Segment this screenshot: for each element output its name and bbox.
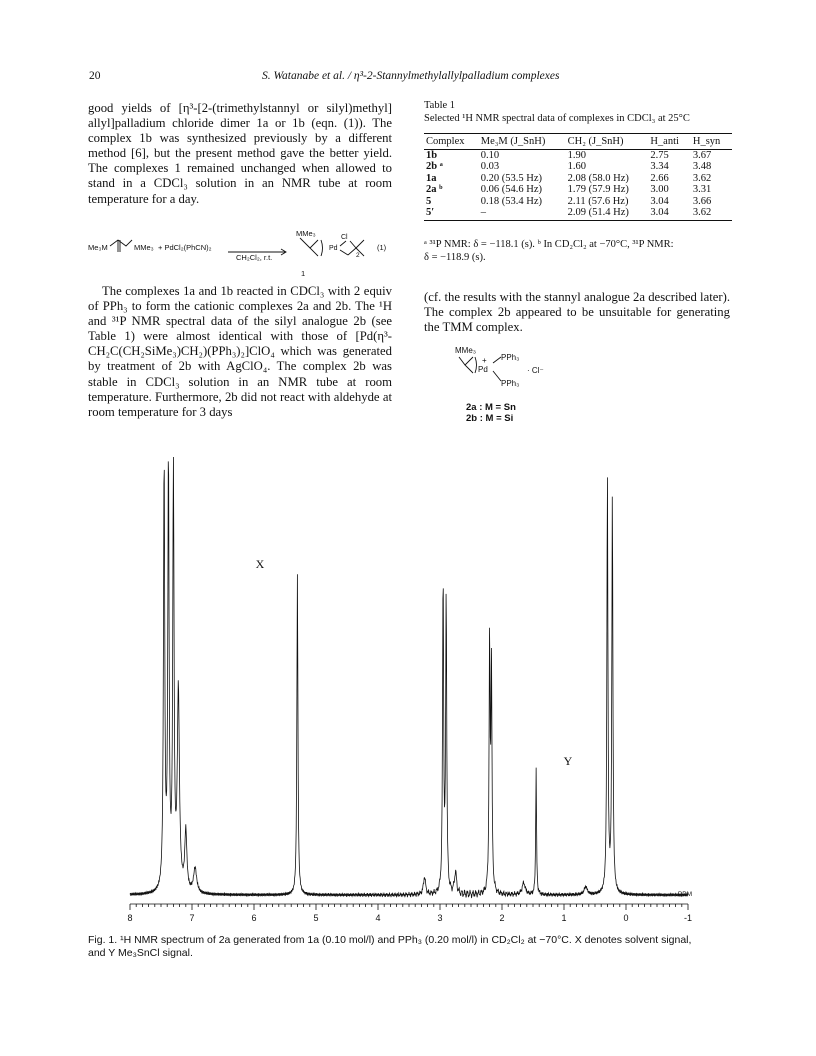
table-cell: 3.00 — [650, 184, 669, 196]
nmr-spectrum-svg — [80, 455, 700, 935]
table-header-me3m: Me₃M (J_SnH) — [479, 134, 566, 150]
table-row — [424, 196, 732, 207]
table-cell: 2.11 (57.6 Hz) — [567, 195, 629, 207]
structure-2 — [455, 343, 585, 403]
table-cell: 3.04 — [648, 207, 691, 221]
structure-pph3-top: PPh₃ — [501, 353, 520, 362]
table-header-hsyn: H_syn — [691, 134, 732, 150]
scheme-pd: Pd — [329, 245, 338, 252]
table-label: Table 1 — [424, 100, 456, 111]
table-header-ch2: CH₂ (J_SnH) — [566, 134, 649, 150]
table-cell: 2.08 (58.0 Hz) — [567, 172, 629, 184]
table-row — [424, 173, 732, 184]
scheme-reactant-right: MMe₃ — [134, 243, 154, 252]
scheme-dimer-subscript: 2 — [356, 252, 360, 259]
axis-tick-label: 4 — [375, 913, 381, 923]
axis-tick-label: 3 — [437, 913, 443, 923]
product-allyl — [310, 240, 318, 256]
structure-anion: · Cl⁻ — [527, 366, 544, 375]
structure-pph3-bottom: PPh₃ — [501, 379, 520, 388]
left-column — [88, 101, 392, 207]
structure-label-2b: 2b : M = Si — [466, 413, 514, 424]
product-ch2-bond — [300, 238, 310, 248]
pd-cl-bond-4 — [348, 248, 356, 255]
solvent-peak-label: X — [255, 557, 265, 571]
table-cell: 2b ᵃ — [426, 161, 443, 173]
table-row — [424, 161, 732, 172]
structure-group: MMe₃ — [455, 346, 477, 355]
running-title: S. Watanabe et al. / η³-2-Stannylmethylallylpalladium complexes — [262, 70, 560, 82]
axis-tick-label: 7 — [189, 913, 195, 923]
table-cell: 2.66 — [650, 172, 669, 184]
table-header-row — [424, 134, 732, 150]
scheme-reagent: + PdCl₂(PhCN)₂ — [158, 243, 212, 252]
table-cell: 1b — [426, 150, 438, 161]
pd-p-bond-top — [493, 357, 501, 363]
table-footnote-2: δ = −118.9 (s). — [424, 252, 486, 263]
table-cell: 2.09 (51.4 Hz) — [566, 207, 649, 221]
table-cell: 0.06 (54.6 Hz) — [480, 184, 542, 196]
left-column-continued — [88, 284, 392, 420]
nmr-data-table — [424, 133, 732, 221]
scheme-reactant-left: Me₃M — [88, 243, 108, 252]
structure-2-drawing — [455, 343, 585, 403]
table-header-hanti: H_anti — [648, 134, 691, 150]
table-cell: 1.79 (57.9 Hz) — [567, 184, 629, 196]
structure-labels — [466, 402, 516, 424]
table-title: Selected ¹H NMR spectral data of complexes in CDCl₃ at 25°C — [424, 113, 690, 124]
axis-tick-label: 6 — [251, 913, 257, 923]
table-cell: 3.31 — [692, 184, 712, 196]
table-cell: 2.75 — [650, 150, 669, 161]
axis-tick-label: -1 — [683, 913, 693, 923]
axis-tick-label: 8 — [127, 913, 133, 923]
table-header-complex: Complex — [424, 134, 479, 150]
table-cell: 2a ᵇ — [426, 184, 443, 196]
spectrum-axis-unit: PPM — [677, 891, 692, 898]
body-paragraph-1: good yields of [η³-[2-(trimethylstannyl or silyl)methyl] allyl]palladium chloride dimer 1a or 1b (eqn. (1)). The complex 1b was synthesized previously by a different method [6], but the present method gave the better yield. The complexes 1 remained unchanged when allowed to stand in a CDCl₃ solution in an NMR tube at room temperature for a day. — [88, 101, 392, 206]
table-cell: 5 — [426, 195, 432, 207]
table-cell: 5′ — [424, 207, 479, 221]
table-cell: 3.48 — [692, 161, 712, 173]
right-column — [424, 290, 730, 335]
axis-tick-label: 1 — [561, 913, 567, 923]
me3sncl-peak-label: Y — [563, 754, 573, 768]
dimer-bond — [356, 240, 364, 248]
table-footnotes — [424, 238, 734, 264]
product-eta3-arc — [321, 240, 323, 256]
table-cell: 0.18 (53.4 Hz) — [480, 195, 542, 207]
table-cell: 3.34 — [650, 161, 669, 173]
table-cell: 0.10 — [480, 150, 500, 161]
axis-tick-label: 2 — [499, 913, 505, 923]
table-cell: 1a — [426, 172, 437, 184]
reaction-scheme — [88, 226, 398, 284]
figure-caption: Fig. 1. ¹H NMR spectrum of 2a generated from 1a (0.10 mol/l) and PPh₃ (0.20 mol/l) in CD₂Cl₂ at −70°C. X denotes solvent signal, and Y Me₃SnCl signal. — [88, 934, 692, 959]
spectrum-axis — [130, 904, 688, 910]
scheme-cl: Cl — [341, 234, 348, 241]
pd-p-bond-bottom — [493, 371, 501, 381]
pd-cl-bond-2 — [340, 250, 348, 255]
reactant-bonds — [110, 240, 132, 246]
table-cell: 0.03 — [480, 161, 500, 173]
structure-ch2-bond — [459, 357, 465, 365]
body-paragraph-2: The complexes 1a and 1b reacted in CDCl₃ with 2 equiv of PPh₃ to form the cationic complexes 2a and 2b. The ¹H and ³¹P NMR spectral data of the silyl analogue 2b (see Table 1) were almost identical with those of [Pd(η³-CH₂C(CH₂SiMe₃)CH₂)(PPh₃)₂]ClO₄ which was generated by treatment of 2b with AgClO₄. The complex 2b was stable in CDCl₃ solution in an NMR tube at room temperature. Furthermore, 2b did not react with aldehyde at room temperature for 3 days — [88, 284, 392, 419]
page-header — [0, 70, 816, 86]
table-cell: 1.90 — [567, 150, 586, 161]
scheme-equation-number: (1) — [377, 243, 387, 252]
page-number: 20 — [89, 70, 101, 82]
table-cell: 3.62 — [692, 172, 712, 184]
structure-charge: + — [482, 356, 487, 365]
table-row — [424, 150, 732, 162]
reaction-scheme-drawing — [88, 226, 398, 284]
table-footnote-1: ᵃ ³¹P NMR: δ = −118.1 (s). ᵇ In CD₂Cl₂ at −70°C, ³¹P NMR: — [424, 239, 674, 250]
table-row — [424, 207, 732, 221]
spectrum-trace — [130, 457, 688, 898]
right-body-paragraph: (cf. the results with the stannyl analogue 2a described later). The complex 2b appeared to be unsuitable for generating the TMM complex. — [424, 290, 730, 335]
table-cell: 3.67 — [692, 150, 712, 161]
axis-tick-label: 0 — [623, 913, 629, 923]
table-cell: 3.04 — [650, 195, 669, 207]
scheme-conditions: CH₂Cl₂, r.t. — [236, 253, 273, 262]
table-row — [424, 184, 732, 195]
table-cell: 3.62 — [691, 207, 732, 221]
table-cell: 3.66 — [692, 195, 712, 207]
structure-label-2a: 2a : M = Sn — [466, 402, 516, 413]
pd-cl-bond-1 — [340, 241, 346, 246]
structure-pd: Pd — [478, 365, 488, 374]
table-cell: 0.20 (53.5 Hz) — [480, 172, 542, 184]
table-cell: 1.60 — [567, 161, 586, 173]
axis-tick-label: 5 — [313, 913, 319, 923]
scheme-product-group: MMe₃ — [296, 229, 316, 238]
table-caption — [424, 99, 690, 125]
scheme-compound-label: 1 — [301, 269, 306, 278]
table-cell: – — [479, 207, 566, 221]
nmr-spectrum-figure — [80, 455, 700, 935]
structure-eta3-arc — [475, 357, 477, 373]
spectrum-tick-labels — [127, 913, 692, 923]
structure-allyl — [465, 357, 473, 373]
pd-cl-bond-3 — [350, 241, 356, 248]
